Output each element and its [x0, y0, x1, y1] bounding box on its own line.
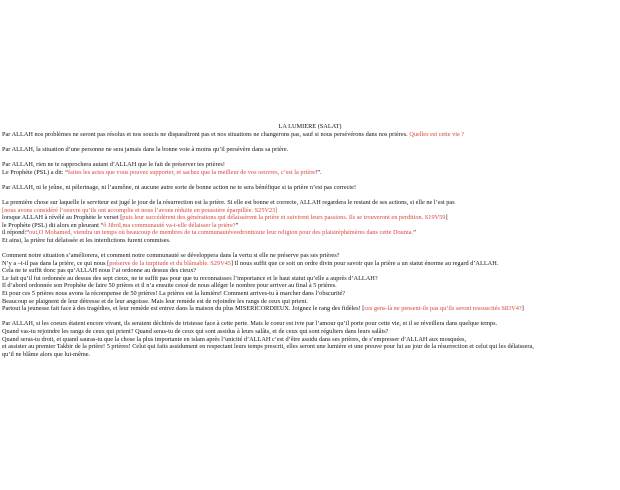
text: !”. [315, 168, 322, 176]
paragraph-2: Par ALLAH, la situation d’une personne ne sera jamais dans la bonne voie à moins qu’il persévère dans sa prière. [2, 145, 289, 153]
paragraph-7-line-5: qu’il ne blâme alors que lui-même. [2, 350, 91, 358]
paragraph-3-line-2 [2, 169, 618, 177]
paragraph-4: Par ALLAH, ni le jeûne, ni pèlerinage, ni l’aumône, ni aucune autre sorte de bonne action ne te sera bénéfique si ta prière n’est pas correcte! [2, 183, 357, 191]
paragraph-5-line-6: Et ainsi, la prière fut délaissée et les interdictions furent commises. [2, 236, 171, 244]
paragraph-6-line-4: Le fait qu’il fut ordonnée au dessus des sept cieux, ne te suffit pas pour que tu reconnaisses l’importance et le haut statut qu’elle a auprès d’ALLAH? [2, 274, 378, 282]
text: Le Prophète (PSL) a dit: “ [2, 168, 68, 176]
text: ] [445, 214, 448, 222]
text: N’y a –t-il pas dans la prière, ce qui nous [ [2, 259, 110, 267]
text: ] Il nous suffit que ce soit un ordre divin pour savoir que la prière a un statut énorme au regard d’ALLAH. [230, 259, 499, 267]
verse-quote: puis leur succédèrent des générations qui délaissèrent la prière et suivirent leurs passions. Ils se trouveront en perdition. S19V59 [122, 214, 446, 222]
text: ” [413, 229, 416, 237]
text: Par ALLAH nos problèmes ne seront pas résolus et nos soucis ne disparaîtront pas et nos situations ne changerons pas, sauf si nous persévérons dans nos prières. [2, 130, 408, 138]
paragraph-6-line-6: Et pour ces 5 prières nous avons la récompense de 50 prières! La prières est la lumière! Comment arrives-tu à marcher dans l’obscurité? [2, 290, 346, 298]
verse-quote: [nous avons considéré l’oeuvre qu’ils ont accomplie et nous l’avons réduite en poussière éparpillée. S25V23] [2, 206, 278, 214]
quote: Quelles est cette vie ? [409, 130, 465, 138]
paragraph-7-line-3: Quand seras-tu droit, et quand sauras-tu que la chose la plus importante en islam après l’unicité d’ALLAH c’est d’être assidu dans ses prières, de s’empresser d’ALLAH aux mosquées, [2, 335, 467, 343]
article [0, 123, 618, 358]
paragraph-1 [2, 131, 618, 139]
text: Partout la jeunesse fait face à des tragédies, et leur remède est entrez dans la maison du plus MISERICORDIEUX. Joignez le rang des fidèles! [ [2, 305, 365, 313]
verse-quote: ces gens-là ne pensent-ils pas qu’ils seront ressuscités S83V4? [364, 305, 522, 313]
quote: oui,O Mohamed, viendra un temps où beaucoup de membres de ta communautéveedronttoute leur religion pour des plaisiréphémères dans cette Dounia. [29, 229, 414, 237]
paragraph-6-line-3: Cela ne te suffit donc pas qu’ALLAH nous l’ai ordonne au dessus des cieux? [2, 267, 197, 275]
quote: ô Jibril,ma communauté va-t-elle délaisser la prière? [103, 221, 236, 229]
paragraph-5-line-5 [2, 229, 618, 237]
text: il répond:“ [2, 229, 30, 237]
text: ] [521, 305, 524, 313]
hadith-quote: faites les actes que vous pouvez supporter, et sachez que la meilleur de vos oeuvres, c’est la prière [67, 168, 316, 176]
page-title: LA LUMIERE (SALAT) [278, 123, 342, 130]
paragraph-5-line-1: La première chose sur laquelle le serviteur est jugé le jour de la résurrection est la prière. Si elle est bonne et correcte, ALLAH regardera le restant de ses actions, si elle ne l’est pas [2, 198, 455, 206]
paragraph-7-line-1: Par ALLAH, si les coeurs étaient encore vivant, ils seraient déchirés de tristesse face à cette perte. Mais le coeur est ivre par l’amour qu’il porte pour cette vie, et il se réveillera dans quelque temps. [2, 320, 498, 328]
paragraph-5-line-3 [2, 214, 618, 222]
paragraph-3-line-1: Par ALLAH, rien ne te rapprochera autant d’ALLAH que le fait de préserver tes prières! [2, 160, 225, 168]
paragraph-6-line-5: Il d’abord ordonnée son Prophète de faire 50 prières et il n’a ensuite cessé de nous alléger le nombre pour arriver au final à 5 prières. [2, 282, 337, 290]
text: lorsque ALLAH à révélé au Prophète le verset [ [2, 214, 123, 222]
paragraph-6-line-1: Comment notre situation s’améliorera, et comment notre communauté se développera dans la vertu si elle ne préserve pas ses prières? [2, 252, 340, 260]
text: ” [235, 221, 239, 229]
text: le Prophète (PSL) dit alors en pleurant “ [2, 221, 104, 229]
paragraph-7-line-4: et assister au premier Takbir de la prière! 5 prières! Celui qui faits assidument en respectant leurs temps prescrit, elles seront une lumière et une preuve pour lui au jour de la résurrection et celui qui les délaissera, [2, 343, 534, 351]
paragraph-6-line-7: Beaucoup se plaignent de leur détresse et de leur angoisse. Mais leur remède est de rejoindre les rangs de ceux qui prient. [2, 297, 308, 305]
verse-quote: préserve de la turpitude et du blâmable. S29V45 [109, 259, 231, 267]
paragraph-6-line-2 [2, 260, 618, 268]
paragraph-7-line-2: Quand vas-tu rejoindre les rangs de ceux qui prient? Quand seras-tu de ceux qui sont assidus à leurs salâts, et de ceux qui sont réguliers dans leurs salâts? [2, 328, 389, 336]
paragraph-5-line-4 [2, 222, 618, 230]
paragraph-6-line-8 [2, 305, 618, 313]
